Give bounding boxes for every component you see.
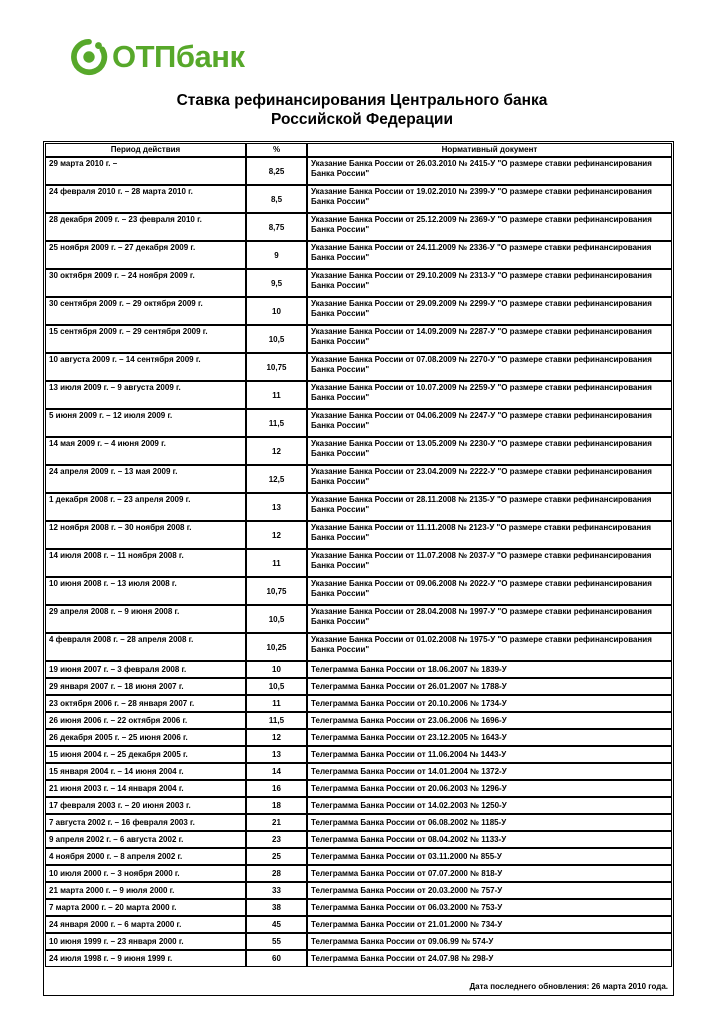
otp-logo-icon [70,38,108,76]
table-row [45,325,672,353]
table-row [45,605,672,633]
table-row [45,213,672,241]
period-cell: 25 ноября 2009 г. – 27 декабря 2009 г. [45,241,246,269]
rate-cell: 8,25 [246,157,307,185]
document-cell: Телеграмма Банка России от 06.08.2002 № 1185-У [307,814,672,831]
rate-cell: 10,75 [246,577,307,605]
table-row [45,950,672,967]
rate-cell: 10,25 [246,633,307,661]
table-row [45,729,672,746]
rate-cell: 13 [246,746,307,763]
rate-cell: 38 [246,899,307,916]
table-row [45,269,672,297]
period-cell: 1 декабря 2008 г. – 23 апреля 2009 г. [45,493,246,521]
document-cell: Указание Банка России от 29.10.2009 № 2313-У "О размере ставки рефинансирования Банка России" [307,269,672,297]
period-cell: 4 ноября 2000 г. – 8 апреля 2002 г. [45,848,246,865]
period-cell: 26 декабря 2005 г. – 25 июня 2006 г. [45,729,246,746]
rate-cell: 25 [246,848,307,865]
rate-cell: 10,5 [246,678,307,695]
rate-cell: 10,75 [246,353,307,381]
rate-cell: 45 [246,916,307,933]
period-cell: 24 июля 1998 г. – 9 июня 1999 г. [45,950,246,967]
document-cell: Телеграмма Банка России от 20.10.2006 № 1734-У [307,695,672,712]
document-cell: Указание Банка России от 26.03.2010 № 2415-У "О размере ставки рефинансирования Банка России" [307,157,672,185]
table-row [45,678,672,695]
table-row [45,157,672,185]
page-title-line-2: Российской Федерации [271,111,453,128]
rate-cell: 11,5 [246,712,307,729]
period-cell: 12 ноября 2008 г. – 30 ноября 2008 г. [45,521,246,549]
rate-cell: 10 [246,661,307,678]
period-cell: 21 июня 2003 г. – 14 января 2004 г. [45,780,246,797]
period-cell: 29 января 2007 г. – 18 июня 2007 г. [45,678,246,695]
table-row [45,899,672,916]
page-title-line-1: Ставка рефинансирования Центрального банка [176,92,548,109]
rate-cell: 10,5 [246,325,307,353]
table-row [45,831,672,848]
document-cell: Указание Банка России от 19.02.2010 № 2399-У "О размере ставки рефинансирования Банка России" [307,185,672,213]
rate-cell: 11 [246,381,307,409]
document-cell: Указание Банка России от 09.06.2008 № 2022-У "О размере ставки рефинансирования Банка России" [307,577,672,605]
period-cell: 9 апреля 2002 г. – 6 августа 2002 г. [45,831,246,848]
document-cell: Указание Банка России от 28.11.2008 № 2135-У "О размере ставки рефинансирования Банка России" [307,493,672,521]
rate-cell: 55 [246,933,307,950]
document-cell: Телеграмма Банка России от 11.06.2004 № 1443-У [307,746,672,763]
table-row [45,865,672,882]
document-cell: Телеграмма Банка России от 26.01.2007 № 1788-У [307,678,672,695]
document-cell: Указание Банка России от 04.06.2009 № 2247-У "О размере ставки рефинансирования Банка России" [307,409,672,437]
rates-table [45,143,672,967]
period-cell: 13 июля 2009 г. – 9 августа 2009 г. [45,381,246,409]
rate-cell: 21 [246,814,307,831]
rate-cell: 23 [246,831,307,848]
brand-logo [70,38,244,76]
table-row [45,763,672,780]
document-cell: Указание Банка России от 11.11.2008 № 2123-У "О размере ставки рефинансирования Банка России" [307,521,672,549]
table-row [45,185,672,213]
rate-cell: 12 [246,437,307,465]
table-row [45,814,672,831]
document-cell: Указание Банка России от 11.07.2008 № 2037-У "О размере ставки рефинансирования Банка России" [307,549,672,577]
period-cell: 4 февраля 2008 г. – 28 апреля 2008 г. [45,633,246,661]
rate-cell: 9,5 [246,269,307,297]
document-cell: Телеграмма Банка России от 14.01.2004 № 1372-У [307,763,672,780]
period-cell: 29 марта 2010 г. – [45,157,246,185]
document-cell: Телеграмма Банка России от 20.06.2003 № 1296-У [307,780,672,797]
rate-cell: 60 [246,950,307,967]
document-cell: Указание Банка России от 07.08.2009 № 2270-У "О размере ставки рефинансирования Банка России" [307,353,672,381]
period-cell: 23 октября 2006 г. – 28 января 2007 г. [45,695,246,712]
table-row [45,493,672,521]
table-row [45,933,672,950]
period-cell: 24 января 2000 г. – 6 марта 2000 г. [45,916,246,933]
document-cell: Указание Банка России от 28.04.2008 № 1997-У "О размере ставки рефинансирования Банка России" [307,605,672,633]
document-cell: Указание Банка России от 13.05.2009 № 2230-У "О размере ставки рефинансирования Банка России" [307,437,672,465]
table-row [45,780,672,797]
rate-cell: 18 [246,797,307,814]
period-cell: 5 июня 2009 г. – 12 июля 2009 г. [45,409,246,437]
document-cell: Телеграмма Банка России от 08.04.2002 № 1133-У [307,831,672,848]
period-cell: 30 октября 2009 г. – 24 ноября 2009 г. [45,269,246,297]
rate-cell: 10,5 [246,605,307,633]
rate-cell: 16 [246,780,307,797]
last-updated-note: Дата последнего обновления: 26 марта 2010 года. [469,982,668,991]
table-row [45,353,672,381]
table-row [45,661,672,678]
rate-cell: 8,75 [246,213,307,241]
period-cell: 21 марта 2000 г. – 9 июля 2000 г. [45,882,246,899]
rate-cell: 10 [246,297,307,325]
table-row [45,695,672,712]
period-cell: 19 июня 2007 г. – 3 февраля 2008 г. [45,661,246,678]
page-title [0,91,724,129]
document-cell: Указание Банка России от 29.09.2009 № 2299-У "О размере ставки рефинансирования Банка России" [307,297,672,325]
table-row [45,916,672,933]
period-cell: 15 января 2004 г. – 14 июня 2004 г. [45,763,246,780]
table-row [45,577,672,605]
header-document: Нормативный документ [307,143,672,157]
document-cell: Телеграмма Банка России от 09.06.99 № 574-У [307,933,672,950]
period-cell: 7 августа 2002 г. – 16 февраля 2003 г. [45,814,246,831]
brand-name: ОТПбанк [112,39,245,74]
document-cell: Телеграмма Банка России от 07.07.2000 № 818-У [307,865,672,882]
document-cell: Телеграмма Банка России от 06.03.2000 № 753-У [307,899,672,916]
rate-cell: 12 [246,729,307,746]
table-row [45,848,672,865]
rate-cell: 28 [246,865,307,882]
table-row [45,521,672,549]
table-row [45,241,672,269]
period-cell: 7 марта 2000 г. – 20 марта 2000 г. [45,899,246,916]
document-cell: Телеграмма Банка России от 21.01.2000 № 734-У [307,916,672,933]
table-row [45,633,672,661]
document-cell: Указание Банка России от 10.07.2009 № 2259-У "О размере ставки рефинансирования Банка России" [307,381,672,409]
period-cell: 14 мая 2009 г. – 4 июня 2009 г. [45,437,246,465]
document-cell: Телеграмма Банка России от 14.02.2003 № 1250-У [307,797,672,814]
document-cell: Указание Банка России от 24.11.2009 № 2336-У "О размере ставки рефинансирования Банка России" [307,241,672,269]
table-row [45,797,672,814]
rate-cell: 33 [246,882,307,899]
document-cell: Указание Банка России от 25.12.2009 № 2369-У "О размере ставки рефинансирования Банка России" [307,213,672,241]
rate-cell: 14 [246,763,307,780]
period-cell: 10 июня 1999 г. – 23 января 2000 г. [45,933,246,950]
period-cell: 14 июля 2008 г. – 11 ноября 2008 г. [45,549,246,577]
document-cell: Телеграмма Банка России от 18.06.2007 № 1839-У [307,661,672,678]
document-cell: Телеграмма Банка России от 24.07.98 № 298-У [307,950,672,967]
rate-cell: 8,5 [246,185,307,213]
period-cell: 24 февраля 2010 г. – 28 марта 2010 г. [45,185,246,213]
period-cell: 30 сентября 2009 г. – 29 октября 2009 г. [45,297,246,325]
document-cell: Указание Банка России от 14.09.2009 № 2287-У "О размере ставки рефинансирования Банка России" [307,325,672,353]
table-row [45,746,672,763]
period-cell: 24 апреля 2009 г. – 13 мая 2009 г. [45,465,246,493]
table-row [45,437,672,465]
rate-cell: 12,5 [246,465,307,493]
period-cell: 29 апреля 2008 г. – 9 июня 2008 г. [45,605,246,633]
table-header-row [45,143,672,157]
header-period: Период действия [45,143,246,157]
document-cell: Телеграмма Банка России от 23.06.2006 № 1696-У [307,712,672,729]
period-cell: 17 февраля 2003 г. – 20 июня 2003 г. [45,797,246,814]
table-row [45,297,672,325]
table-row [45,381,672,409]
header-percent: % [246,143,307,157]
document-cell: Указание Банка России от 01.02.2008 № 1975-У "О размере ставки рефинансирования Банка России" [307,633,672,661]
document-cell: Телеграмма Банка России от 23.12.2005 № 1643-У [307,729,672,746]
rate-cell: 9 [246,241,307,269]
document-cell: Телеграмма Банка России от 03.11.2000 № 855-У [307,848,672,865]
table-row [45,549,672,577]
rate-cell: 11 [246,695,307,712]
rate-cell: 11,5 [246,409,307,437]
table-row [45,465,672,493]
period-cell: 15 сентября 2009 г. – 29 сентября 2009 г. [45,325,246,353]
period-cell: 26 июня 2006 г. – 22 октября 2006 г. [45,712,246,729]
rate-cell: 11 [246,549,307,577]
rate-cell: 13 [246,493,307,521]
period-cell: 28 декабря 2009 г. – 23 февраля 2010 г. [45,213,246,241]
period-cell: 10 августа 2009 г. – 14 сентября 2009 г. [45,353,246,381]
document-cell: Указание Банка России от 23.04.2009 № 2222-У "О размере ставки рефинансирования Банка России" [307,465,672,493]
table-row [45,712,672,729]
period-cell: 10 июня 2008 г. – 13 июля 2008 г. [45,577,246,605]
table-row [45,409,672,437]
document-cell: Телеграмма Банка России от 20.03.2000 № 757-У [307,882,672,899]
period-cell: 10 июля 2000 г. – 3 ноября 2000 г. [45,865,246,882]
table-row [45,882,672,899]
period-cell: 15 июня 2004 г. – 25 декабря 2005 г. [45,746,246,763]
rate-cell: 12 [246,521,307,549]
